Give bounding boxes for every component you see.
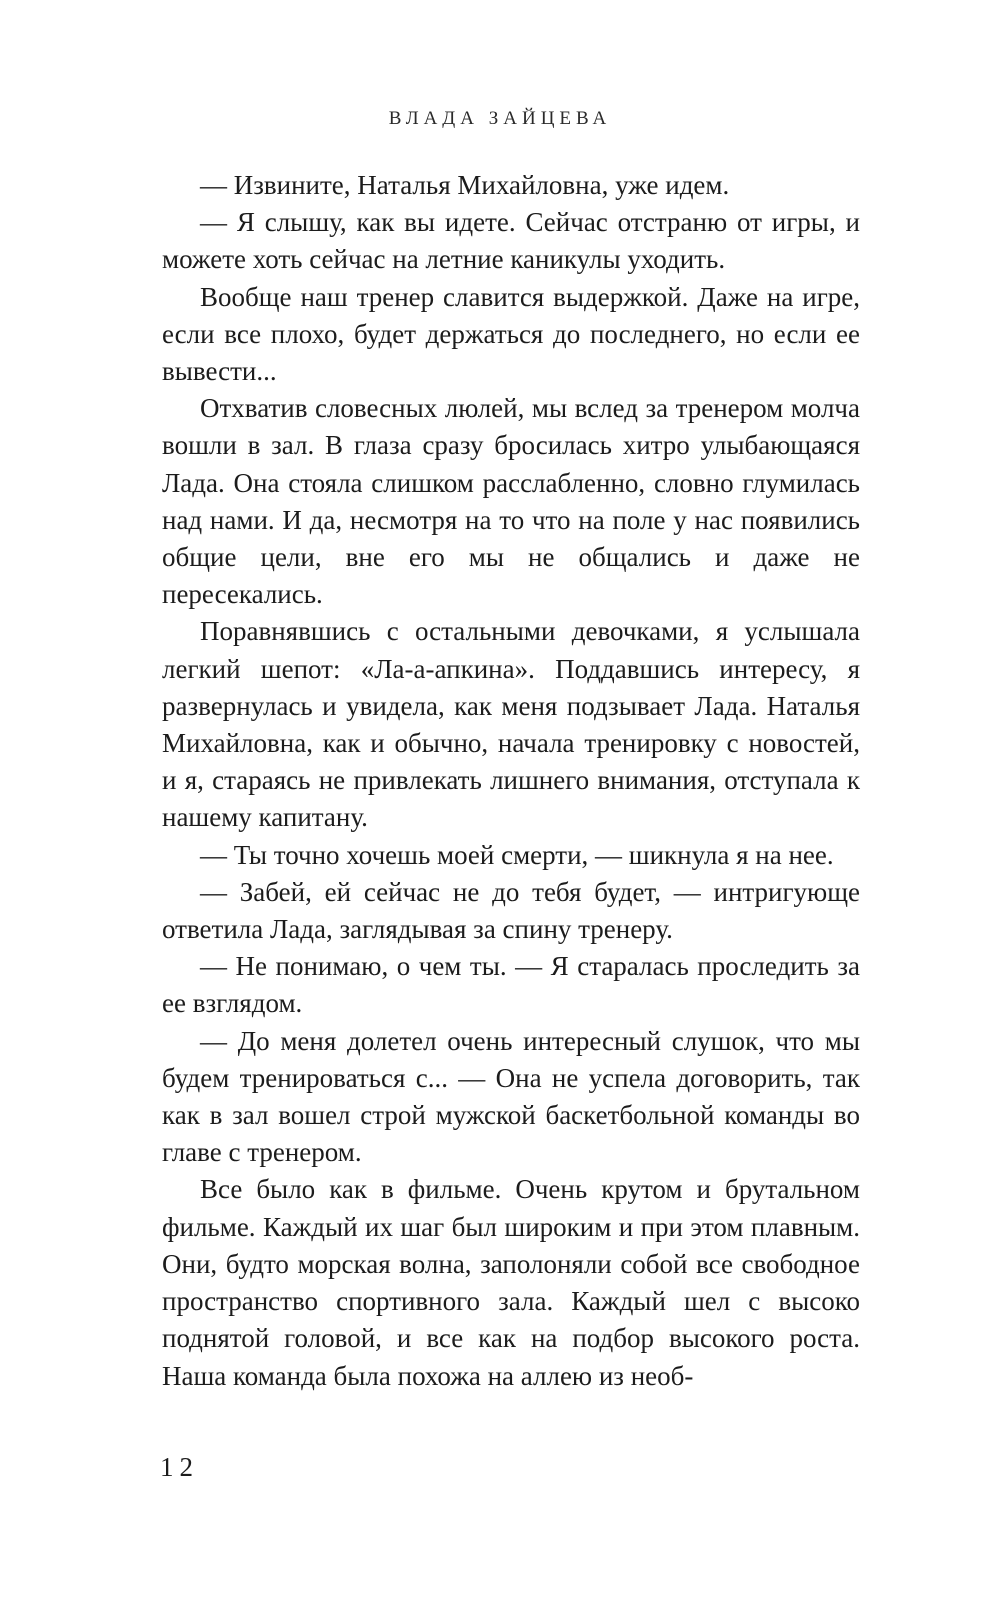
paragraph: — Не понимаю, о чем ты. — Я старалась проследить за ее взглядом. xyxy=(162,951,860,1019)
paragraph: — Забей, ей сейчас не до тебя будет, — интригующе ответила Лада, заглядывая за спину тренеру. xyxy=(162,876,860,945)
paragraph: Отхватив словесных люлей, мы вслед за тренером молча вошли в зал. В глаза сразу бросилась хитро улыбающаяся Лада. Она стояла слишком расслабленно, словно глумилась над нами. И да, несмотря на то что на поле у нас появились общие цели, вне его мы не общались и даже не пересекались. xyxy=(162,393,860,610)
paragraph: — Извините, Наталья Михайловна, уже идем. xyxy=(200,170,730,200)
page-number: 12 xyxy=(160,1452,199,1482)
paragraph: Все было как в фильме. Очень крутом и брутальном фильме. Каждый их шаг был широким и при этом плавным. Они, будто морская волна, заполоняли собой все свободное пространство спортивного зала. Каждый шел с высоко поднятой головой, и все как на подбор высокого роста. Наша команда была похожа на аллею из необ- xyxy=(162,1174,860,1391)
paragraph: — До меня долетел очень интересный слушок, что мы будем тренироваться с... — Она не успела договорить, так как в зал вошел строй мужской баскетбольной команды во главе с тренером. xyxy=(162,1025,860,1168)
paragraph: — Я слышу, как вы идете. Сейчас отстраню от игры, и можете хоть сейчас на летние каникулы уходить. xyxy=(162,207,860,275)
paragraph: — Ты точно хочешь моей смерти, — шикнула я на нее. xyxy=(200,839,834,870)
paragraph: Поравнявшись с остальными девочками, я услышала легкий шепот: «Ла-а-апкина». Поддавшись интересу, я развернулась и увидела, как меня подзывает Лада. Наталья Михайловна, как и обычно, начала тренировку с новостей, и я, стараясь не привлекать лишнего внимания, отступала к нашему капитану. xyxy=(162,616,860,833)
paragraph: Вообще наш тренер славится выдержкой. Даже на игре, если все плохо, будет держаться до последнего, но если ее вывести... xyxy=(162,281,860,387)
running-head: ВЛАДА ЗАЙЦЕВА xyxy=(388,108,612,129)
body-text xyxy=(162,167,860,1395)
